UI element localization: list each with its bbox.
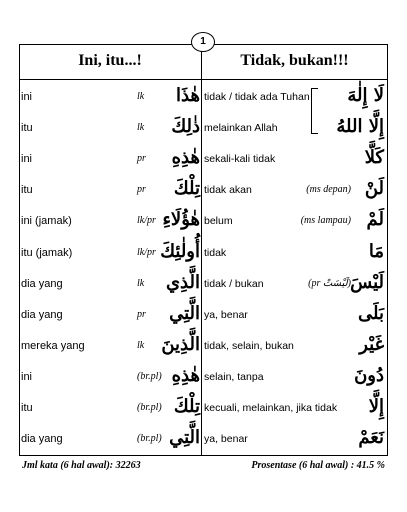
vocab-row bbox=[19, 392, 388, 424]
right-arabic-word: بَلَى bbox=[358, 302, 384, 324]
left-gender-tag: lk bbox=[137, 277, 145, 289]
right-note-tag: (ms lampau) bbox=[300, 215, 351, 227]
left-gender-tag: lk bbox=[137, 339, 145, 351]
vocab-row bbox=[19, 112, 388, 144]
word-count-footer: Jml kata (6 hal awal): 32263 bbox=[22, 460, 141, 471]
right-meaning: tidak akan bbox=[204, 184, 252, 197]
right-note-tag: (ms depan) bbox=[306, 184, 351, 196]
left-meaning: ini bbox=[21, 91, 33, 103]
left-arabic-word: تِلْكَ bbox=[173, 396, 200, 417]
right-meaning: kecuali, melainkan, jika tidak bbox=[204, 402, 338, 414]
left-gender-tag: pr bbox=[137, 184, 146, 196]
right-note-tag bbox=[291, 299, 351, 331]
right-arabic-word: إِلَّا bbox=[368, 396, 384, 417]
left-column-title: Ini, itu...! bbox=[78, 52, 142, 69]
right-column-title: Tidak, bukan!!! bbox=[240, 52, 349, 69]
left-arabic-word: الَّذِي bbox=[165, 271, 200, 293]
right-note-tag bbox=[291, 143, 351, 175]
right-arabic-word: نَعَمْ bbox=[358, 427, 384, 449]
right-note-tag bbox=[291, 423, 351, 455]
left-meaning: itu bbox=[21, 184, 33, 197]
left-arabic-word: هٰذِهِ bbox=[171, 147, 200, 169]
vocab-row bbox=[19, 174, 388, 206]
right-meaning: ya, benar bbox=[204, 308, 248, 321]
right-meaning: melainkan Allah bbox=[204, 122, 278, 135]
left-meaning: ini bbox=[21, 370, 33, 383]
left-meaning: mereka yang bbox=[21, 339, 85, 352]
header-divider bbox=[19, 79, 388, 80]
right-meaning: sekali-kali tidak bbox=[204, 153, 276, 166]
left-arabic-word: ذٰلِكَ bbox=[171, 116, 200, 138]
vocab-row bbox=[19, 81, 388, 113]
right-note-tag bbox=[291, 330, 351, 362]
right-arabic-word: لَنْ bbox=[364, 178, 384, 200]
vocab-row bbox=[19, 423, 388, 455]
right-arabic-word: غَيْر bbox=[359, 333, 384, 355]
left-arabic-word: الَّذِينَ bbox=[161, 333, 200, 355]
left-gender-tag: pr bbox=[137, 153, 146, 165]
left-gender-tag: (br.pl) bbox=[137, 433, 162, 445]
left-meaning: ini (jamak) bbox=[21, 215, 72, 228]
right-arabic-word: لَيْسَ bbox=[350, 271, 384, 293]
left-meaning: itu bbox=[21, 402, 33, 414]
left-gender-tag: (br.pl) bbox=[137, 402, 162, 413]
left-arabic-word: هٰؤُلَاءِ bbox=[162, 209, 200, 231]
right-meaning: tidak bbox=[204, 246, 227, 259]
left-gender-tag: pr bbox=[137, 308, 146, 320]
vocab-row bbox=[19, 237, 388, 269]
right-meaning: tidak, selain, bukan bbox=[204, 339, 294, 352]
grouping-bracket bbox=[311, 88, 318, 134]
right-note-tag bbox=[291, 361, 351, 393]
left-arabic-word: هٰذَا bbox=[176, 85, 200, 106]
left-meaning: itu bbox=[21, 122, 33, 135]
right-meaning: belum bbox=[204, 215, 233, 228]
right-arabic-word: مَا bbox=[368, 240, 384, 262]
percentage-footer: Prosentase (6 hal awal) : 41.5 % bbox=[251, 460, 385, 471]
right-note-tag bbox=[291, 81, 351, 113]
right-meaning: tidak / bukan bbox=[204, 277, 264, 290]
left-meaning: dia yang bbox=[21, 433, 63, 446]
left-arabic-word: الَّتِي bbox=[169, 302, 200, 324]
page-number-badge: 1 bbox=[191, 32, 215, 52]
left-gender-tag: lk bbox=[137, 91, 145, 102]
right-meaning: tidak / tidak ada Tuhan bbox=[204, 91, 310, 103]
right-meaning: ya, benar bbox=[204, 433, 248, 446]
right-meaning: selain, tanpa bbox=[204, 370, 264, 383]
left-meaning: itu (jamak) bbox=[21, 246, 73, 259]
left-gender-tag: lk/pr bbox=[137, 246, 156, 258]
left-arabic-word: أُولٰئِكَ bbox=[160, 240, 200, 262]
vocab-row bbox=[19, 268, 388, 300]
right-note-tag: (pr لَيْسَتْ) bbox=[308, 277, 351, 289]
left-gender-tag: lk bbox=[137, 122, 145, 134]
vocab-row bbox=[19, 143, 388, 175]
right-arabic-word: لَمْ bbox=[366, 209, 384, 231]
vocab-row bbox=[19, 299, 388, 331]
right-arabic-word: إِلَّا اللهُ bbox=[336, 116, 384, 138]
vocab-row bbox=[19, 205, 388, 237]
left-meaning: ini bbox=[21, 153, 33, 166]
right-note-tag bbox=[291, 237, 351, 269]
right-arabic-word: لَا إِلٰهَ bbox=[347, 85, 384, 106]
right-arabic-word: كَلَّا bbox=[364, 147, 384, 169]
right-note-tag bbox=[291, 392, 351, 424]
left-meaning: dia yang bbox=[21, 277, 63, 290]
vocab-row bbox=[19, 361, 388, 393]
left-meaning: dia yang bbox=[21, 308, 63, 321]
left-gender-tag: (br.pl) bbox=[137, 370, 162, 382]
left-arabic-word: هٰذِهِ bbox=[171, 364, 200, 386]
left-arabic-word: تِلْكَ bbox=[173, 178, 200, 200]
left-arabic-word: الَّتِي bbox=[169, 427, 200, 449]
right-arabic-word: دُونَ bbox=[354, 364, 384, 386]
left-gender-tag: lk/pr bbox=[137, 215, 156, 227]
vocab-row bbox=[19, 330, 388, 362]
